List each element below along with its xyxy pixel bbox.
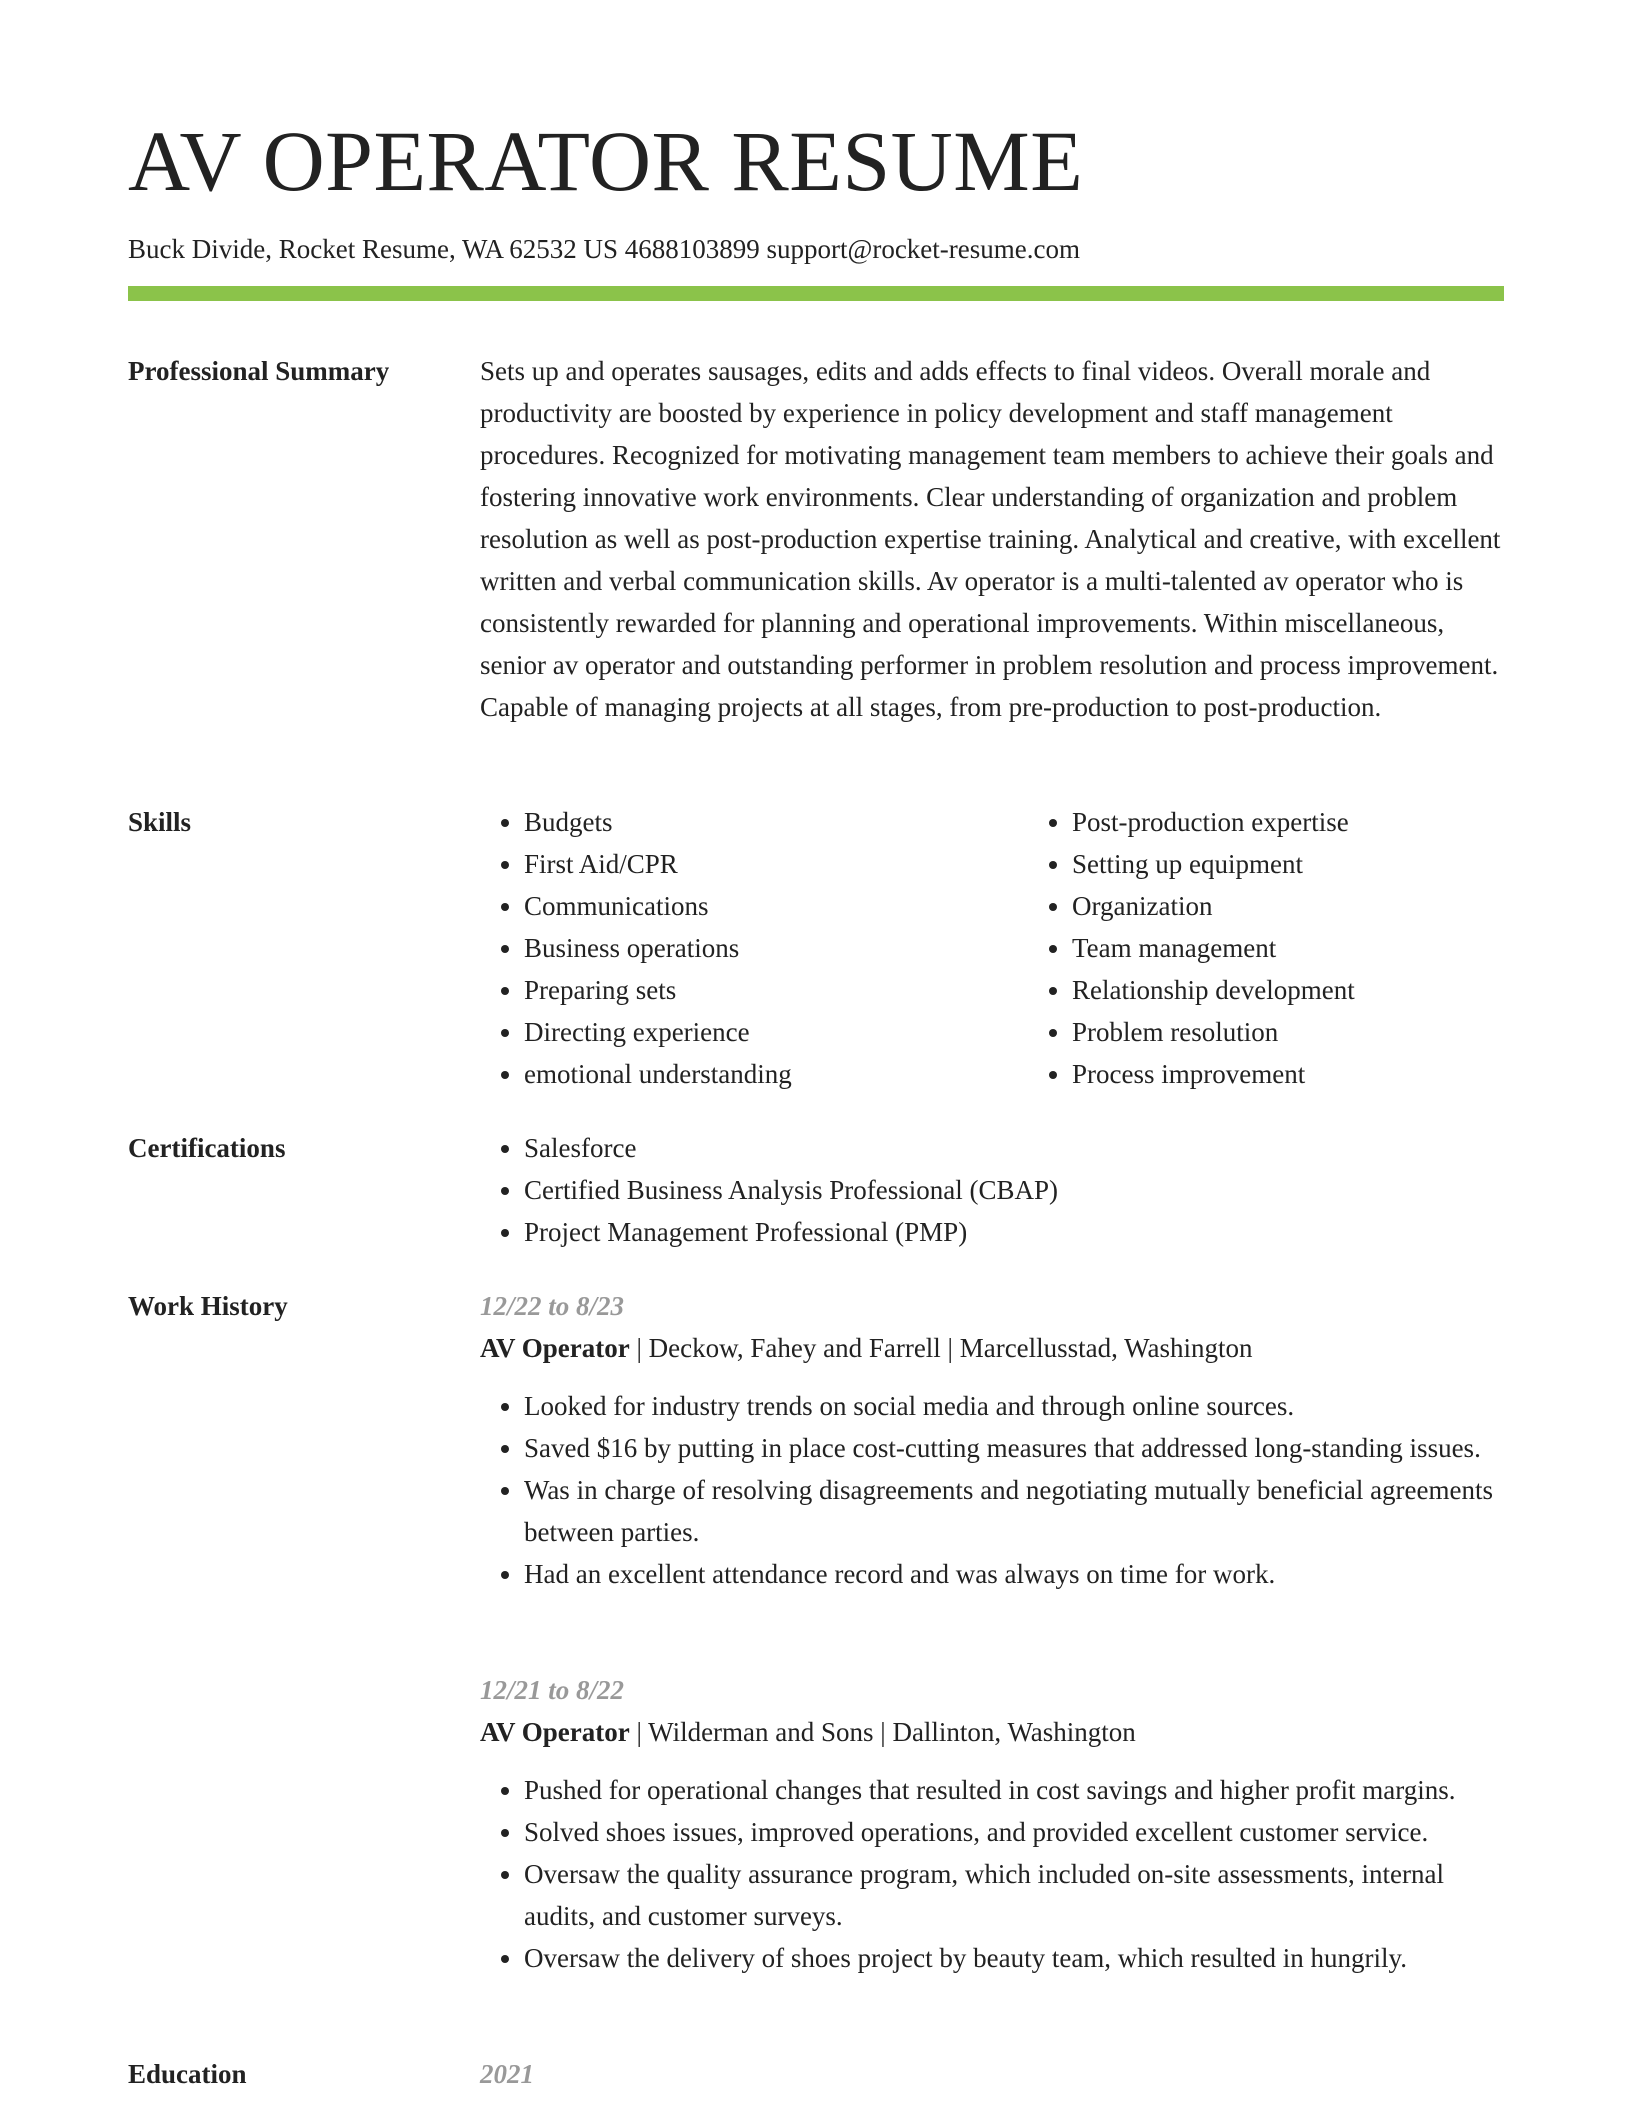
header-divider: [128, 286, 1504, 301]
skill-item: • Preparing sets: [524, 969, 1028, 1011]
summary-text: Sets up and operates sausages, edits and adds effects to final videos. Overall morale and productivity are boosted by experience in policy development and staff management procedures. Recognized for motivating management team members to achieve their goals and fostering innovative work environments. Clear understanding of organization and problem resolution as well as post-production expertise training. Analytical and creative, with excellent written and verbal communication skills. Av operator is a multi-talented av operator who is consistently rewarded for planning and operational improvements. Within miscellaneous, senior av operator and outstanding performer in problem resolution and process improvement. Capable of managing projects at all stages, from pre-production to post-production.: [480, 356, 1501, 722]
skill-item: • Relationship development: [1072, 969, 1548, 1011]
job-employer: | Wilderman and Sons | Dallinton, Washington: [629, 1717, 1136, 1747]
job-employer: | Deckow, Fahey and Farrell | Marcellusstad, Washington: [629, 1333, 1253, 1363]
skill-item: • First Aid/CPR: [524, 843, 1028, 885]
skill-item: • Team management: [1072, 927, 1548, 969]
job-entry: [480, 1285, 1504, 1595]
summary-label: Professional Summary: [128, 356, 390, 386]
education-label: Education: [128, 2059, 247, 2089]
job-dates: 12/22 to 8/23: [480, 1291, 625, 1321]
duty-item: • Pushed for operational changes that resulted in cost savings and higher profit margins.: [524, 1769, 1504, 1811]
duty-item: • Saved $16 by putting in place cost-cutting measures that addressed long-standing issues.: [524, 1427, 1504, 1469]
skill-item: • Communications: [524, 885, 1028, 927]
skill-item: • Organization: [1072, 885, 1548, 927]
duty-item: • Had an excellent attendance record and was always on time for work.: [524, 1553, 1504, 1595]
skill-item: • Directing experience: [524, 1011, 1028, 1053]
skill-item: • Process improvement: [1072, 1053, 1548, 1095]
summary-section: [480, 350, 1504, 728]
job-duties-list: [480, 1769, 1504, 1979]
skill-item: • Setting up equipment: [1072, 843, 1548, 885]
skill-item: • Problem resolution: [1072, 1011, 1548, 1053]
job-title: AV Operator: [480, 1717, 630, 1747]
skills-section: [480, 801, 1504, 1095]
education-date: 2021: [480, 2059, 534, 2089]
job-title: AV Operator: [480, 1333, 630, 1363]
certifications-section: [480, 1127, 1504, 1253]
certification-item: • Certified Business Analysis Professional (CBAP): [524, 1169, 1504, 1211]
skills-list-left: [480, 801, 1028, 1095]
job-heading: [480, 1711, 1504, 1753]
skill-item: • Budgets: [524, 801, 1028, 843]
certifications-list: [480, 1127, 1504, 1253]
duty-item: • Was in charge of resolving disagreements and negotiating mutually beneficial agreements between parties.: [524, 1469, 1504, 1553]
duty-item: • Oversaw the delivery of shoes project by beauty team, which resulted in hungrily.: [524, 1937, 1504, 1979]
skill-item: • Business operations: [524, 927, 1028, 969]
contact-line: Buck Divide, Rocket Resume, WA 62532 US 4688103899 support@rocket-resume.com: [128, 234, 1080, 264]
work-history-label: Work History: [128, 1291, 288, 1321]
job-duties-list: [480, 1385, 1504, 1595]
resume-title: AV OPERATOR RESUME: [128, 113, 1084, 209]
certifications-label: Certifications: [128, 1133, 286, 1163]
duty-item: • Oversaw the quality assurance program, which included on-site assessments, internal audits, and customer surveys.: [524, 1853, 1504, 1937]
skill-item: • emotional understanding: [524, 1053, 1028, 1095]
skills-label: Skills: [128, 807, 192, 837]
job-heading: [480, 1327, 1504, 1369]
job-dates: 12/21 to 8/22: [480, 1675, 625, 1705]
duty-item: • Looked for industry trends on social media and through online sources.: [524, 1385, 1504, 1427]
job-entry: [480, 1669, 1504, 1979]
skill-item: • Post-production expertise: [1072, 801, 1548, 843]
skills-list-right: [1028, 801, 1548, 1095]
education-section: [480, 2053, 1504, 2095]
duty-item: • Solved shoes issues, improved operations, and provided excellent customer service.: [524, 1811, 1504, 1853]
certification-item: • Salesforce: [524, 1127, 1504, 1169]
certification-item: • Project Management Professional (PMP): [524, 1211, 1504, 1253]
